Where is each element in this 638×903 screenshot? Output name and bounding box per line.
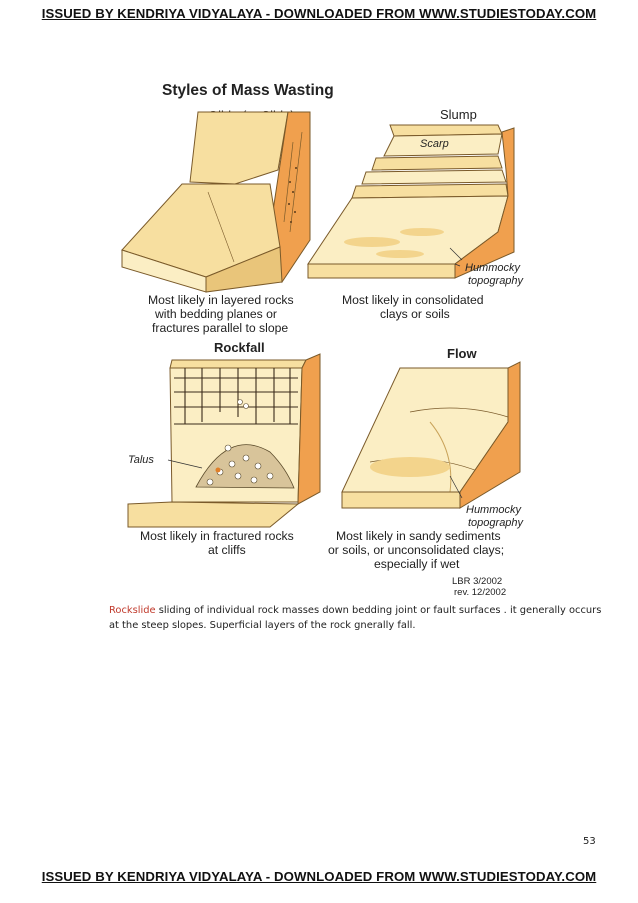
- flow-caption-line1: Most likely in sandy sediments: [336, 529, 501, 543]
- slump-caption-line2: clays or soils: [380, 307, 450, 321]
- mass-wasting-figure: [110, 72, 550, 598]
- page-number: 53: [583, 836, 596, 847]
- flow-hummocky-line1: Hummocky: [466, 504, 522, 516]
- body-paragraph: [109, 603, 609, 633]
- slump-hummocky-line2: topography: [468, 275, 524, 287]
- rockslide-term: Rockslide: [109, 605, 156, 616]
- rockslide-description: sliding of individual rock masses down bedding joint or fault surfaces . it generally occurs at the steep slopes. Superficial layers of the rock gnerally fall.: [109, 605, 602, 631]
- figure-credit-line2: rev. 12/2002: [454, 587, 507, 598]
- rockfall-side-face: [298, 354, 320, 504]
- figure-credit-line1: LBR 3/2002: [452, 576, 503, 587]
- slump-title: Slump: [440, 107, 477, 122]
- flow-panel: [328, 346, 525, 571]
- glide-panel: [122, 108, 310, 335]
- slump-hummocky-line1: Hummocky: [465, 262, 521, 274]
- slump-scarp-label: Scarp: [420, 138, 449, 150]
- slump-panel: [308, 107, 525, 321]
- header-banner: ISSUED BY KENDRIYA VIDYALAYA - DOWNLOADED FROM WWW.STUDIESTODAY.COM: [41, 6, 597, 21]
- glide-caption-line1: Most likely in layered rocks: [148, 293, 294, 307]
- rockfall-title: Rockfall: [214, 340, 265, 355]
- figure-title: Styles of Mass Wasting: [162, 82, 334, 99]
- flow-caption-line3: especially if wet: [374, 557, 460, 571]
- rockfall-caption-line1: Most likely in fractured rocks: [140, 529, 294, 543]
- flow-caption-line2: or soils, or unconsolidated clays;: [328, 543, 505, 557]
- glide-slope: [190, 112, 288, 184]
- glide-caption-line2: with bedding planes or: [155, 307, 277, 321]
- glide-caption-line3: fractures parallel to slope: [152, 321, 289, 335]
- flow-hummocky-line2: topography: [468, 517, 524, 529]
- flow-title: Flow: [447, 346, 477, 361]
- rockfall-talus-label: Talus: [128, 454, 154, 466]
- footer-banner: ISSUED BY KENDRIYA VIDYALAYA - DOWNLOADED FROM WWW.STUDIESTODAY.COM: [41, 869, 597, 884]
- rockfall-caption-line2: at cliffs: [208, 543, 246, 557]
- slump-caption-line1: Most likely in consolidated: [342, 293, 484, 307]
- rockfall-panel: [128, 340, 320, 557]
